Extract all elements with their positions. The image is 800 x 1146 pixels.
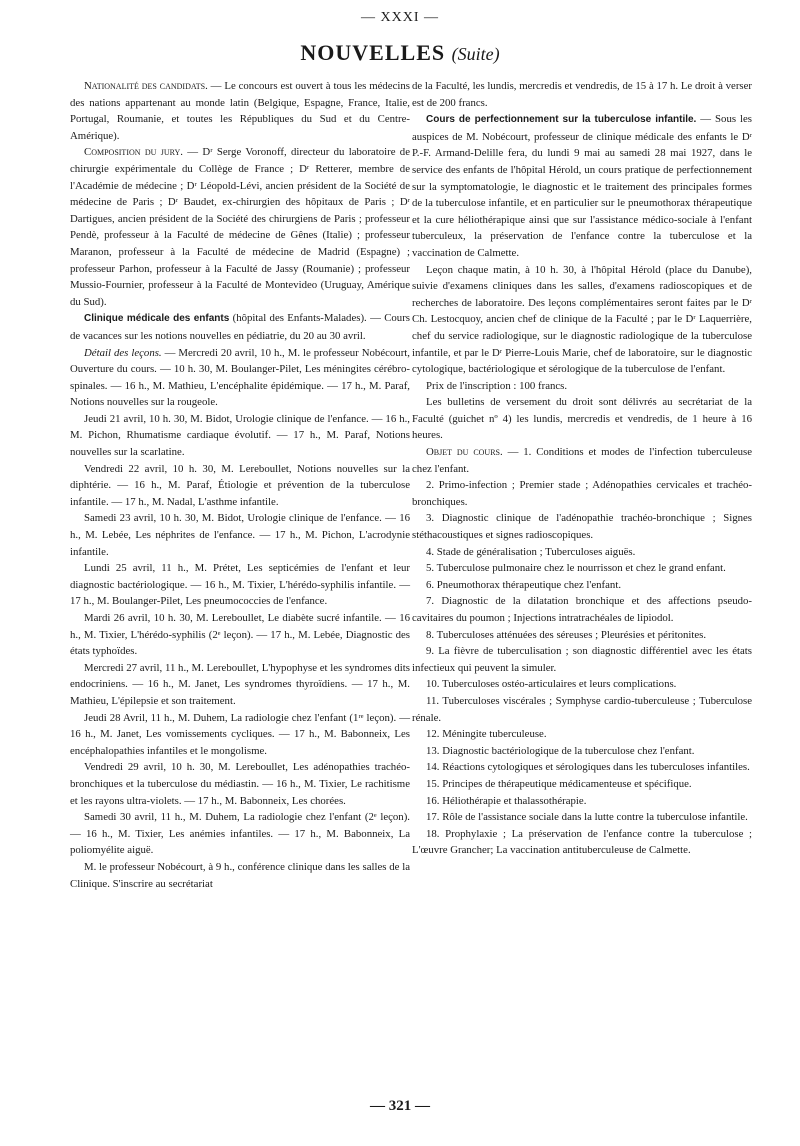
paragraph-continuation: de la Faculté, les lundis, mercredis et vendredis, de 15 à 17 h. Le droit à verser est de 200 francs. xyxy=(412,80,752,109)
list-item: 3. Diagnostic clinique de l'adénopathie trachéo-bronchique ; Signes stéthacoustiques et signes radioscopiques. xyxy=(412,512,752,542)
paragraph-heading: Objet du cours. xyxy=(426,446,503,459)
paragraph-body: — Sous les auspices de M. Nobécourt, professeur de clinique médicale des enfants le Dʳ P.-F. Armand-Delille fera, du lundi 9 mai au samedi 28 mai 1927, dans le service des enfants de l'hôpital Hérold, un cours pratique de perfectionnement sur la symptomatologie, le diagnostic et le traitement des principales formes de la tuberculose infantile, et en particulier sur le pneumothorax thérapeutique et la cure héliothérapique ainsi que sur l'assistance médico-sociale à l'enfant tuberculeux, la préservation de l'enfance contre la tuberculose et la vaccination de Calmette. xyxy=(412,113,752,259)
paragraph-schedule: Vendredi 22 avril, 10 h. 30, M. Lereboullet, Notions nouvelles sur la diphtérie. — 16 h., M. Paraf, Étiologie et prévention de la tuberculose infantile. — 17 h., M. Nadal, L'asthme infantile. xyxy=(70,462,410,508)
paragraph-body: — Mercredi 20 avril, 10 h., M. le professeur Nobécourt, Ouverture du cours. — 10 h. 30, M. Boulanger-Pilet, Les méningites cérébro-spinales. — 16 h., M. Mathieu, L'encéphalite épidémique. — 17 h., M. Paraf, Notions nouvelles sur la rougeole. xyxy=(70,346,410,409)
paragraph-schedule: Jeudi 28 Avril, 11 h., M. Duhem, La radiologie chez l'enfant (1ʳᵉ leçon). — 16 h., M. Janet, Les vomissements cycliques. — 17 h., M. Babonneix, Les encéphalopathies infantiles et le mongolisme. xyxy=(70,711,410,757)
paragraph-body: — Le concours est ouvert à tous les médecins des nations appartenant au monde latin (Belgique, Espagne, France, Italie, Portugal, Roumanie, et toutes les Républiques du Sud et du Centre-Amérique). xyxy=(70,80,410,142)
paragraph-schedule: Jeudi 21 avril, 10 h. 30, M. Bidot, Urologie clinique de l'enfance. — 16 h., M. Pichon, Rhumatisme cardiaque évolutif. — 17 h., M. Paraf, Notions nouvelles sur la scarlatine. xyxy=(70,412,410,459)
paragraph-schedule: Mercredi 27 avril, 11 h., M. Lereboullet, L'hypophyse et les syndromes dits endocriniens. — 16 h., M. Janet, Les syndromes thyroïdiens. — 17 h., M. Mathieu, L'épilepsie et son traitement. xyxy=(70,661,410,707)
paragraph-objet xyxy=(412,444,752,477)
paragraph-detail xyxy=(70,345,410,411)
paragraph-schedule: Lundi 25 avril, 11 h., M. Prétet, Les septicémies de l'enfant et leur diagnostic bactériologique. — 16 h., M. Tixier, L'hérédo-syphilis infantile. — 17 h., M. Boulanger-Pilet, Les pneumococcies de l'enfance. xyxy=(70,562,410,608)
list-item: 12. Méningite tuberculeuse. xyxy=(426,728,547,741)
list-item: 5. Tuberculose pulmonaire chez le nourrisson et chez le grand enfant. xyxy=(426,562,726,575)
paragraph-schedule: Samedi 30 avril, 11 h., M. Duhem, La radiologie chez l'enfant (2ᵉ leçon). — 16 h., M. Tixier, Les anémies infantiles. — 17 h., M. Babonneix, La poliomyélite aiguë. xyxy=(70,811,410,857)
paragraph-body: — Dʳ Serge Voronoff, directeur du laboratoire de chirurgie expérimentale du Collège de France ; Dʳ Retterer, membre de l'Académie de médecine ; Dʳ Léopold-Lévi, ancien président de la Société de médecine de Paris ; Dʳ Baudet, ex-chirurgien des hôpitaux de Paris ; Dʳ Dartigues, ancien président de la Société des chirurgiens de Paris ; professeur Pendè, professeur à la Faculté de médecine de Gênes (Italie) ; professeur Maranon, professeur à la Faculté de médecine de Madrid (Espagne) ; professeur Parhon, professeur à la Faculté de Jassy (Roumanie) ; professeur Mussio-Fournier, professeur à la Faculté de Montevideo (Uruguay, Amérique du Sud). xyxy=(70,146,410,308)
paragraph-heading: Détail des leçons. xyxy=(84,346,162,359)
paragraph-body: — 1. Conditions et modes de l'infection tuberculeuse chez l'enfant. xyxy=(412,446,752,475)
list-item: 4. Stade de généralisation ; Tuberculoses aiguës. xyxy=(426,545,636,558)
paragraph-cours-tuberculose xyxy=(412,111,752,261)
list-item: 15. Principes de thérapeutique médicamenteuse et spécifique. xyxy=(426,777,692,790)
paragraph-jury xyxy=(70,144,410,310)
paragraph-lecons: Leçon chaque matin, à 10 h. 30, à l'hôpital Hérold (place du Danube), suivie d'examens cliniques dans les salles, d'examens radioscopiques et de recherches de laboratoire. Des leçons complémentaires seront faites par le Dʳ Ch. Lestocquoy, ancien chef de clinique de la Faculté ; par le Dʳ Laquerrière, chef du service radiologique, sur le diagnostic radiologique de la tuberculose infantile, et par le Dʳ Pierre-Louis Marie, chef de laboratoire, sur le diagnostic cytologique, bactériologique et sérologique de la tuberculose de l'enfant. xyxy=(412,263,752,376)
list-item: 18. Prophylaxie ; La préservation de l'enfance contre la tuberculose ; L'œuvre Grancher; La vaccination antituberculeuse de Calmette. xyxy=(412,827,752,857)
page-header-roman: — XXXI — xyxy=(361,10,439,25)
paragraph-clinique xyxy=(70,310,410,344)
list-item: 2. Primo-infection ; Premier stade ; Adénopathies cervicales et trachéo-bronchiques. xyxy=(412,479,752,508)
section-heading: Cours de perfectionnement sur la tuberculose infantile. xyxy=(426,114,697,126)
right-column xyxy=(412,78,752,859)
paragraph-nationalite xyxy=(70,78,410,144)
list-item: 10. Tuberculoses ostéo-articulaires et leurs complications. xyxy=(426,678,677,691)
paragraph-schedule: Mardi 26 avril, 10 h. 30, M. Lereboullet, Le diabète sucré infantile. — 16 h., M. Tixier, L'hérédo-syphilis (2ᵉ leçon). — 17 h., M. Lebée, Diagnostic des états typhoïdes. xyxy=(70,612,410,658)
title-suite: (Suite) xyxy=(451,44,500,64)
list-item: 13. Diagnostic bactériologique de la tuberculose chez l'enfant. xyxy=(426,744,695,757)
paragraph-heading: Composition du jury. xyxy=(84,146,183,159)
list-item: 8. Tuberculoses atténuées des séreuses ; Pleurésies et péritonites. xyxy=(426,628,707,641)
paragraph-prix: Prix de l'inscription : 100 francs. xyxy=(426,379,568,392)
page-title xyxy=(0,40,800,66)
paragraph-schedule: Samedi 23 avril, 10 h. 30, M. Bidot, Urologie clinique de l'enfance. — 16 h., M. Lebée, Les néphrites de l'enfance. — 17 h., M. Pichon, L'acrodynie infantile. xyxy=(70,512,410,558)
paragraph-heading: Nationalité des candidats. xyxy=(84,80,208,92)
list-item: 14. Réactions cytologiques et sérologiques dans les tuberculoses infantiles. xyxy=(426,761,750,774)
list-item: 16. Héliothérapie et thalassothérapie. xyxy=(426,794,587,807)
section-heading: Clinique médicale des enfants xyxy=(84,313,230,325)
list-item: 17. Rôle de l'assistance sociale dans la lutte contre la tuberculose infantile. xyxy=(426,811,748,824)
list-item: 7. Diagnostic de la dilatation bronchique et des affections pseudo-cavitaires du poumon ; Injections intratrachéales de lipiodol. xyxy=(412,595,752,624)
paragraph-inscription: M. le professeur Nobécourt, à 9 h., conférence clinique dans les salles de la Clinique. S'inscrire au secrétariat xyxy=(70,860,410,890)
list-item: 9. La fièvre de tuberculisation ; son diagnostic différentiel avec les états infectieux qui peuvent la simuler. xyxy=(412,645,752,674)
paragraph-schedule: Vendredi 29 avril, 10 h. 30, M. Lereboullet, Les adénopathies trachéo-bronchiques et la tuberculose du médiastin. — 16 h., M. Tixier, Le rachitisme et les rayons ultra-violets. — 17 h., M. Babonneix, Les chorées. xyxy=(70,761,410,807)
paragraph-bulletins: Les bulletins de versement du droit sont délivrés au secrétariat de la Faculté (guichet nº 4) les lundis, mercredis et vendredis, de 1 heure à 16 heures. xyxy=(412,396,752,442)
paragraph-body: (hôpital des Enfants-Malades). — Cours de vacances sur les notions nouvelles en pédiatrie, du 20 au 30 avril. xyxy=(70,312,411,342)
page-number: — 321 — xyxy=(370,1098,430,1114)
list-item: 6. Pneumothorax thérapeutique chez l'enfant. xyxy=(426,578,622,591)
left-column xyxy=(70,78,410,892)
list-item: 11. Tuberculoses viscérales ; Symphyse cardio-tuberculeuse ; Tuberculose rénale. xyxy=(412,694,752,724)
title-main: NOUVELLES xyxy=(300,40,446,65)
